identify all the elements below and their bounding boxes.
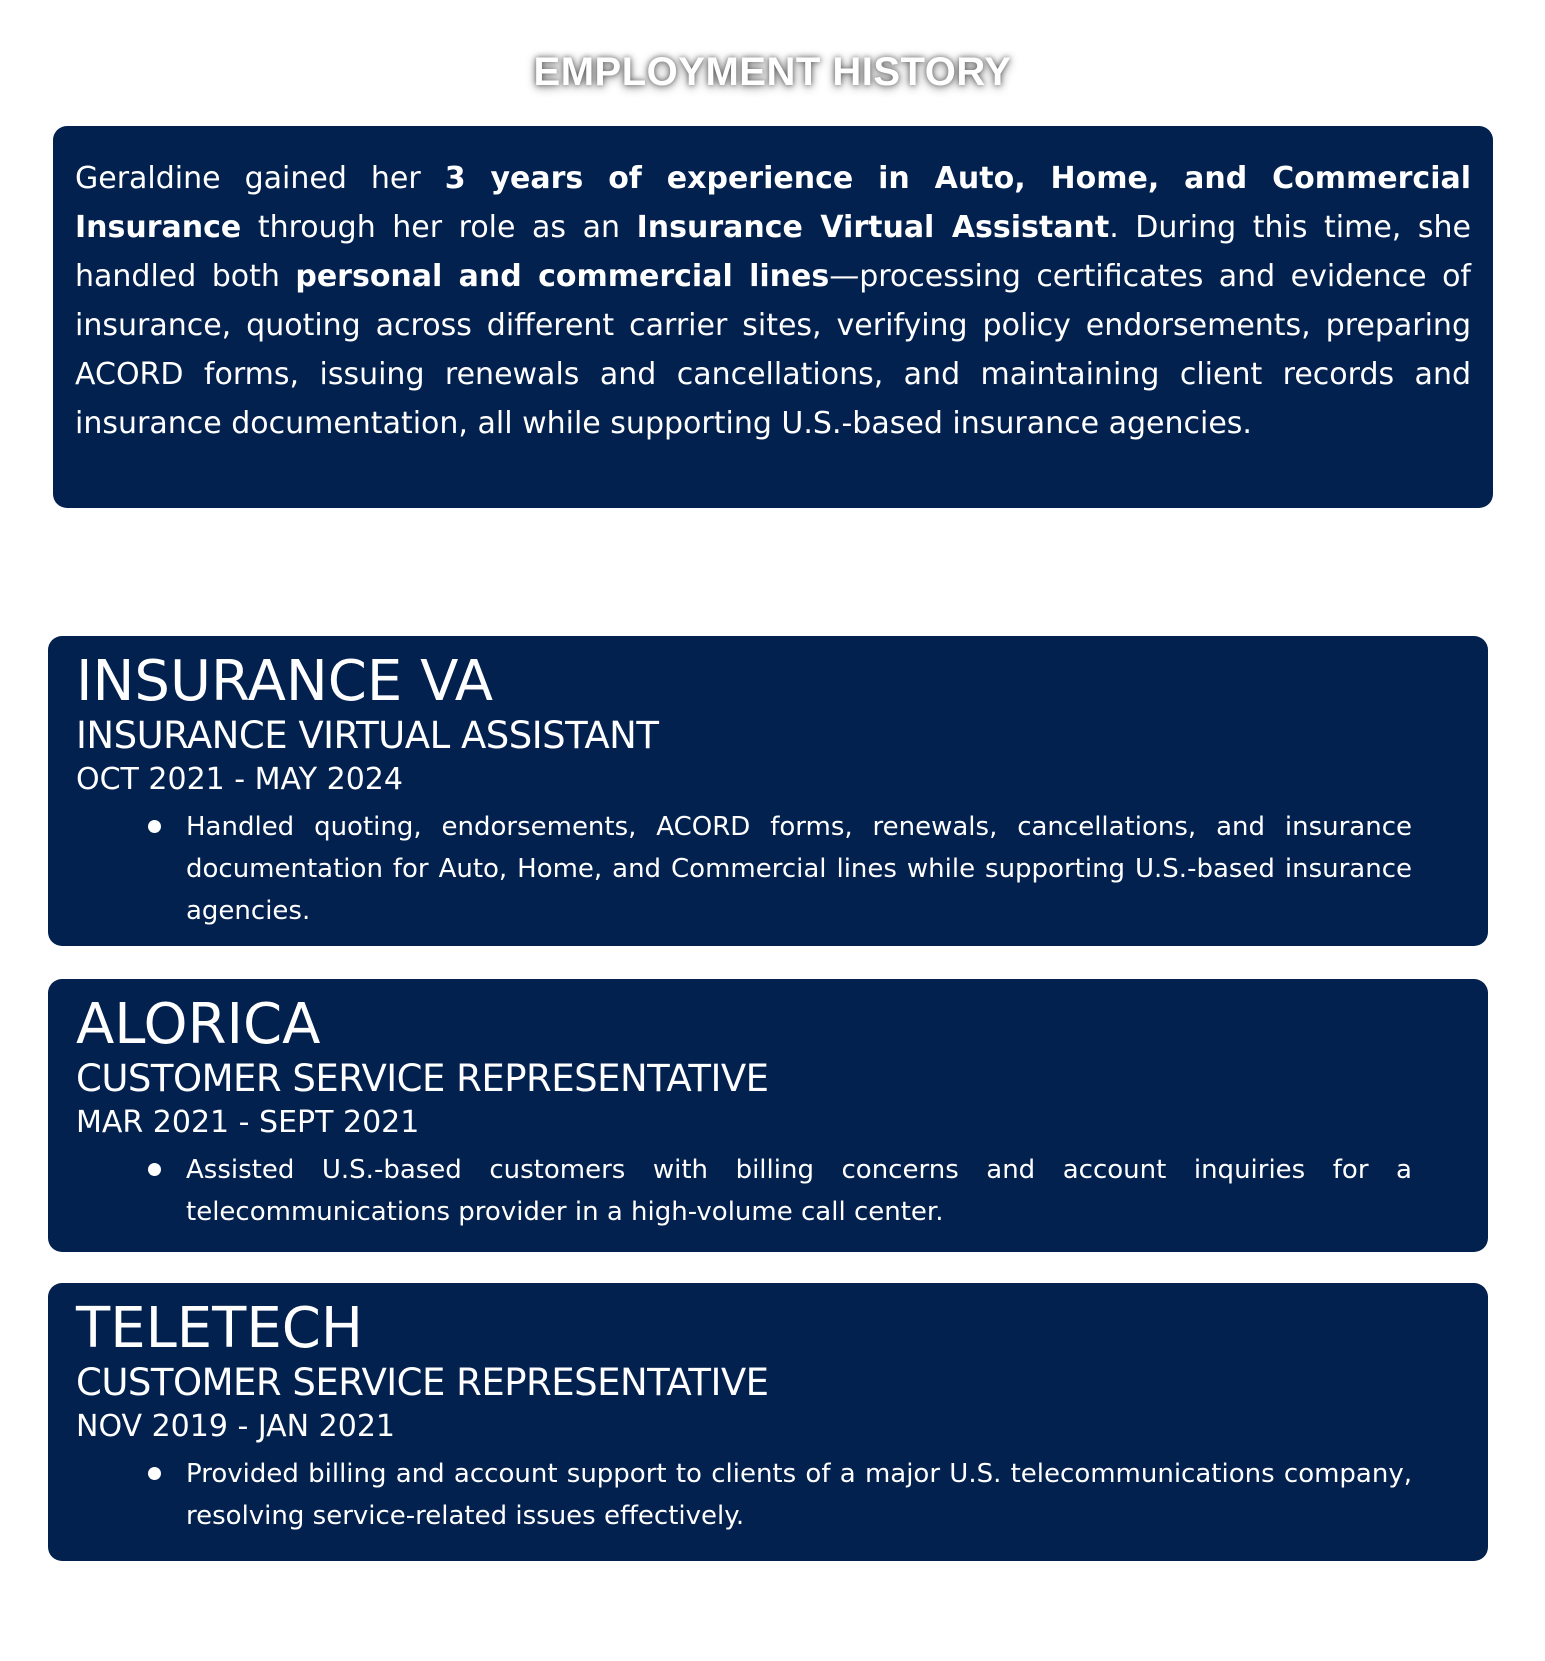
job-company: INSURANCE VA [76, 649, 494, 714]
summary-part: . During this time, she handled both [75, 210, 1471, 294]
job-bullet-text: Provided billing and account support to clients of a major U.S. telecommunications company, resolving service-related issues effectively. [186, 1459, 1412, 1531]
job-card-insurance-va [48, 636, 1488, 946]
job-dates: NOV 2019 - JAN 2021 [76, 1409, 395, 1444]
job-title: INSURANCE VIRTUAL ASSISTANT [76, 714, 659, 757]
summary-part: Geraldine gained her [75, 161, 445, 196]
job-card-teletech [48, 1283, 1488, 1561]
job-bullet-text: Assisted U.S.-based customers with billing concerns and account inquiries for a telecommunications provider in a high-volume call center. [186, 1155, 1412, 1227]
job-title: CUSTOMER SERVICE REPRESENTATIVE [76, 1361, 769, 1404]
bullet-dot-icon [148, 820, 161, 833]
summary-part: through her role as an [241, 210, 637, 245]
job-bullet [186, 1149, 1412, 1233]
summary-part-bold: Insurance Virtual Assistant [636, 210, 1110, 245]
summary-part-bold: personal and commercial lines [295, 259, 830, 294]
job-bullet [186, 806, 1412, 932]
job-bullets [76, 1453, 1412, 1537]
section-title: EMPLOYMENT HISTORY [533, 50, 1012, 94]
job-dates: OCT 2021 - MAY 2024 [76, 762, 403, 797]
summary-part: —processing certificates and evidence of insurance, quoting across different carrier sites, verifying policy endorsements, preparing ACORD forms, issuing renewals and cancellations, and maintaining client records and insurance documentation, all while supporting U.S.-based insurance agencies. [75, 259, 1471, 441]
job-bullets [76, 806, 1412, 932]
job-company: TELETECH [76, 1296, 363, 1361]
summary-part-bold: 3 years of experience in Auto, Home, and Commercial Insurance [75, 161, 1472, 245]
job-dates: MAR 2021 - SEPT 2021 [76, 1105, 420, 1140]
summary-text [75, 154, 1471, 448]
job-bullets [76, 1149, 1412, 1233]
job-title: CUSTOMER SERVICE REPRESENTATIVE [76, 1057, 769, 1100]
job-company: ALORICA [76, 992, 321, 1057]
job-bullet-text: Handled quoting, endorsements, ACORD forms, renewals, cancellations, and insurance documentation for Auto, Home, and Commercial lines while supporting U.S.-based insurance agencies. [186, 812, 1412, 926]
bullet-dot-icon [148, 1163, 161, 1176]
bullet-dot-icon [148, 1467, 161, 1480]
job-card-alorica [48, 979, 1488, 1252]
job-bullet [186, 1453, 1412, 1537]
summary-box [53, 126, 1493, 508]
